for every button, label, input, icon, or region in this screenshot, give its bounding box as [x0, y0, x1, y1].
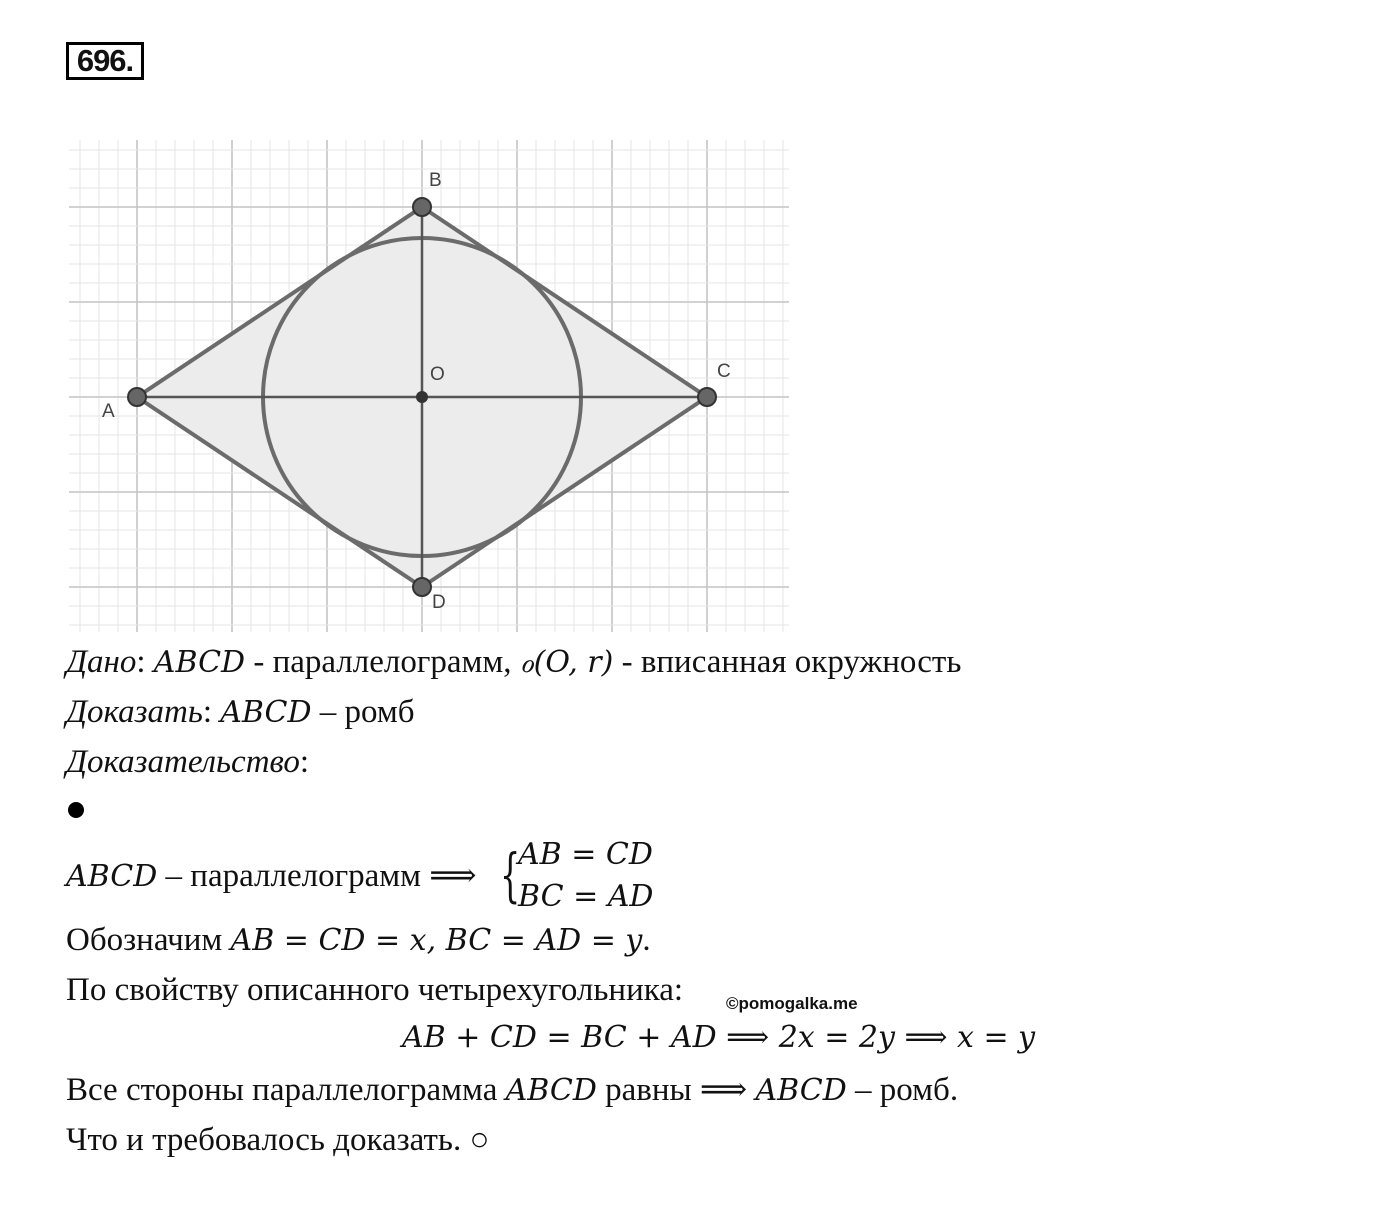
given-abcd: ABCD	[153, 645, 246, 680]
prove-label: Доказать	[66, 694, 203, 730]
proof-colon: :	[299, 744, 310, 780]
all-sides-start: Все стороны параллелограмма	[66, 1072, 506, 1108]
label-a: A	[102, 401, 115, 422]
denote-line	[66, 920, 651, 961]
bullet-icon	[68, 802, 84, 818]
denote-end: .	[642, 922, 651, 958]
circle-notation: ℴ(O, r)	[519, 645, 614, 680]
label-b: B	[429, 170, 442, 191]
prove-abcd: ABCD	[220, 695, 312, 730]
given-colon: :	[136, 644, 154, 680]
point-c	[698, 388, 716, 406]
watermark: ©pomogalka.me	[726, 994, 858, 1013]
problem-number: 696.	[66, 42, 144, 80]
conclusion-line	[66, 1070, 958, 1111]
label-d: D	[432, 592, 446, 613]
proof-label: Доказательство	[66, 744, 300, 780]
prove-colon: :	[202, 694, 221, 730]
given-end: - вписанная окружность	[613, 644, 962, 680]
point-a	[128, 388, 146, 406]
system-row-1: AB = CD	[518, 837, 653, 872]
parallelogram-line	[66, 856, 477, 897]
line4-mid: – параллелограмм ⟹	[157, 858, 477, 894]
all-sides-abcd-2: ABCD	[755, 1073, 847, 1108]
denote-math: AB = CD = x, BC = AD = y	[230, 923, 643, 958]
given-line	[66, 642, 961, 683]
label-o: O	[430, 364, 445, 385]
main-equation: AB + CD = BC + AD ⟹ 2x = 2y ⟹ x = y	[402, 1020, 1036, 1055]
point-o	[416, 391, 428, 403]
all-sides-mid: равны ⟹	[596, 1072, 756, 1108]
proof-heading	[66, 742, 309, 782]
given-label: Дано	[66, 644, 137, 680]
brace-icon: {	[500, 841, 521, 909]
point-b	[413, 198, 431, 216]
all-sides-end: – ромб.	[846, 1072, 959, 1108]
line4-abcd: ABCD	[66, 859, 158, 894]
label-c: C	[717, 361, 731, 382]
property-line: По свойству описанного четырехугольника:	[66, 972, 684, 1008]
system-row-2: BC = AD	[518, 879, 654, 914]
point-d	[413, 578, 431, 596]
prove-line	[66, 692, 415, 733]
given-mid: - параллелограмм,	[245, 644, 520, 680]
all-sides-abcd: ABCD	[505, 1073, 597, 1108]
qed-line: Что и требовалось доказать. ○	[66, 1122, 490, 1158]
rhombus-figure	[0, 0, 820, 640]
prove-end: – ромб	[311, 694, 415, 730]
denote-start: Обозначим	[66, 922, 231, 958]
